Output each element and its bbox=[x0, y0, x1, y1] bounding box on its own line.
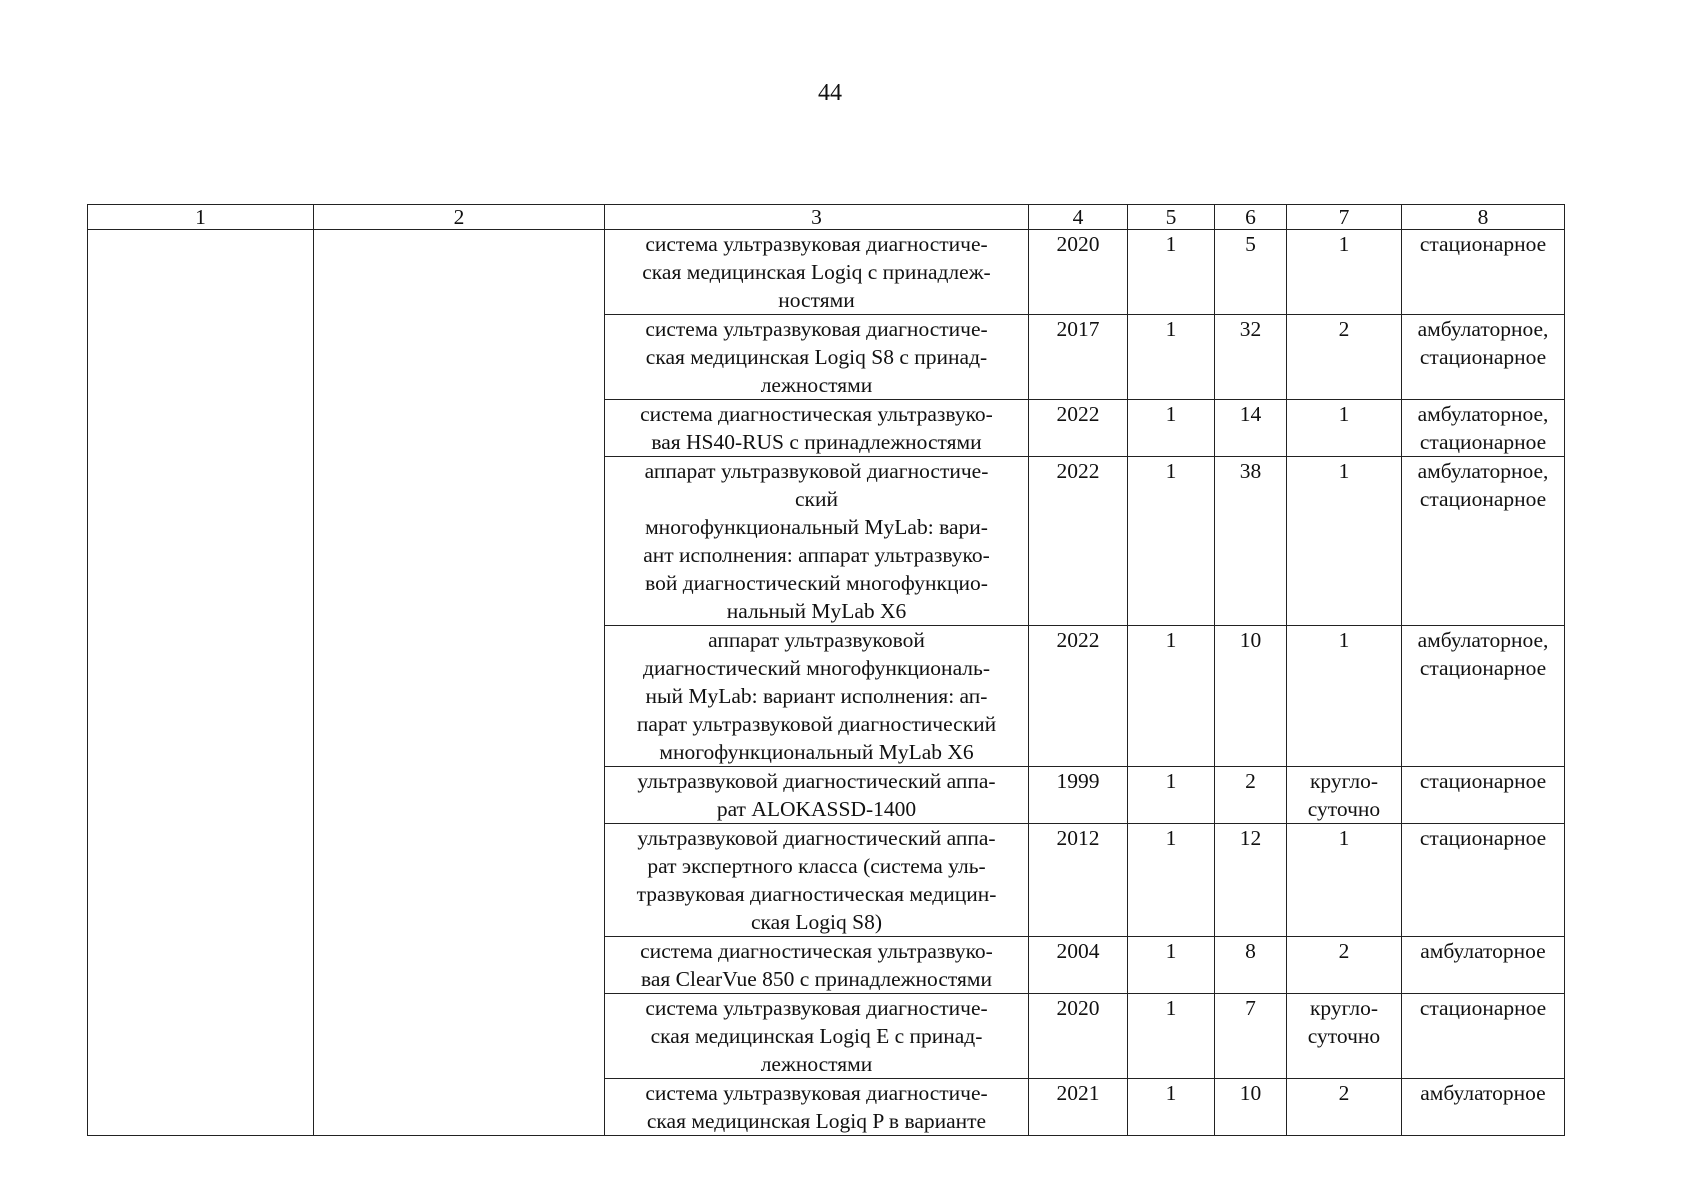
header-col-2: 2 bbox=[314, 205, 605, 230]
year-of-manufacture: 2020 bbox=[1029, 230, 1128, 315]
header-row bbox=[88, 205, 1565, 230]
shift-value: 2 bbox=[1287, 315, 1402, 400]
usage-value: 14 bbox=[1215, 400, 1287, 457]
service-mode: стационарное bbox=[1402, 824, 1565, 937]
usage-value: 2 bbox=[1215, 767, 1287, 824]
equipment-name: система ультразвуковая диагностиче- ская медицинская Logiq с принадлеж- ностями bbox=[605, 230, 1029, 315]
usage-value: 32 bbox=[1215, 315, 1287, 400]
service-mode: амбулаторное, стационарное bbox=[1402, 315, 1565, 400]
equipment-name: система ультразвуковая диагностиче- ская медицинская Logiq P в варианте bbox=[605, 1079, 1029, 1136]
header-col-8: 8 bbox=[1402, 205, 1565, 230]
quantity: 1 bbox=[1128, 400, 1215, 457]
year-of-manufacture: 2021 bbox=[1029, 1079, 1128, 1136]
equipment-name: аппарат ультразвуковой диагностиче- ский многофункциональный MyLab: вари- ант исполнения: аппарат ультразвуко- вой диагностический многофункцио- нальный MyLab X6 bbox=[605, 457, 1029, 626]
service-mode: амбулаторное bbox=[1402, 1079, 1565, 1136]
quantity: 1 bbox=[1128, 230, 1215, 315]
quantity: 1 bbox=[1128, 937, 1215, 994]
equipment-name: ультразвуковой диагностический аппа- рат ALOKASSD-1400 bbox=[605, 767, 1029, 824]
header-col-3: 3 bbox=[605, 205, 1029, 230]
quantity: 1 bbox=[1128, 767, 1215, 824]
equipment-name: система диагностическая ультразвуко- вая ClearVue 850 с принадлежностями bbox=[605, 937, 1029, 994]
usage-value: 5 bbox=[1215, 230, 1287, 315]
quantity: 1 bbox=[1128, 824, 1215, 937]
header-col-4: 4 bbox=[1029, 205, 1128, 230]
service-mode: амбулаторное bbox=[1402, 937, 1565, 994]
service-mode: амбулаторное, стационарное bbox=[1402, 626, 1565, 767]
quantity: 1 bbox=[1128, 626, 1215, 767]
table-row bbox=[88, 230, 1565, 315]
col-2-empty bbox=[314, 230, 605, 1136]
header-col-6: 6 bbox=[1215, 205, 1287, 230]
service-mode: стационарное bbox=[1402, 994, 1565, 1079]
usage-value: 12 bbox=[1215, 824, 1287, 937]
table-header bbox=[88, 205, 1565, 230]
service-mode: стационарное bbox=[1402, 230, 1565, 315]
year-of-manufacture: 2017 bbox=[1029, 315, 1128, 400]
year-of-manufacture: 2022 bbox=[1029, 400, 1128, 457]
service-mode: амбулаторное, стационарное bbox=[1402, 457, 1565, 626]
page-number: 44 bbox=[818, 80, 842, 106]
usage-value: 8 bbox=[1215, 937, 1287, 994]
equipment-name: ультразвуковой диагностический аппа- рат экспертного класса (система уль- тразвуковая диагностическая медицин- ская Logiq S8) bbox=[605, 824, 1029, 937]
shift-value: 1 bbox=[1287, 230, 1402, 315]
header-col-5: 5 bbox=[1128, 205, 1215, 230]
equipment-name: система ультразвуковая диагностиче- ская медицинская Logiq S8 с принад- лежностями bbox=[605, 315, 1029, 400]
year-of-manufacture: 2020 bbox=[1029, 994, 1128, 1079]
year-of-manufacture: 2022 bbox=[1029, 626, 1128, 767]
service-mode: амбулаторное, стационарное bbox=[1402, 400, 1565, 457]
shift-value: 1 bbox=[1287, 400, 1402, 457]
usage-value: 38 bbox=[1215, 457, 1287, 626]
usage-value: 10 bbox=[1215, 1079, 1287, 1136]
shift-value: 1 bbox=[1287, 457, 1402, 626]
service-mode: стационарное bbox=[1402, 767, 1565, 824]
col-1-empty bbox=[88, 230, 314, 1136]
header-col-7: 7 bbox=[1287, 205, 1402, 230]
quantity: 1 bbox=[1128, 457, 1215, 626]
header-col-1: 1 bbox=[88, 205, 314, 230]
shift-value: 1 bbox=[1287, 626, 1402, 767]
year-of-manufacture: 1999 bbox=[1029, 767, 1128, 824]
usage-value: 10 bbox=[1215, 626, 1287, 767]
shift-value: кругло- суточно bbox=[1287, 994, 1402, 1079]
year-of-manufacture: 2004 bbox=[1029, 937, 1128, 994]
quantity: 1 bbox=[1128, 315, 1215, 400]
equipment-name: система ультразвуковая диагностиче- ская медицинская Logiq E с принад- лежностями bbox=[605, 994, 1029, 1079]
shift-value: 2 bbox=[1287, 937, 1402, 994]
equipment-name: аппарат ультразвуковой диагностический многофункциональ- ный MyLab: вариант исполнения: ап- парат ультразвуковой диагностический многофункциональный MyLab X6 bbox=[605, 626, 1029, 767]
equipment-table bbox=[87, 204, 1565, 1136]
shift-value: кругло- суточно bbox=[1287, 767, 1402, 824]
usage-value: 7 bbox=[1215, 994, 1287, 1079]
quantity: 1 bbox=[1128, 1079, 1215, 1136]
shift-value: 1 bbox=[1287, 824, 1402, 937]
year-of-manufacture: 2012 bbox=[1029, 824, 1128, 937]
quantity: 1 bbox=[1128, 994, 1215, 1079]
table-body bbox=[88, 230, 1565, 1136]
shift-value: 2 bbox=[1287, 1079, 1402, 1136]
equipment-name: система диагностическая ультразвуко- вая HS40-RUS с принадлежностями bbox=[605, 400, 1029, 457]
year-of-manufacture: 2022 bbox=[1029, 457, 1128, 626]
